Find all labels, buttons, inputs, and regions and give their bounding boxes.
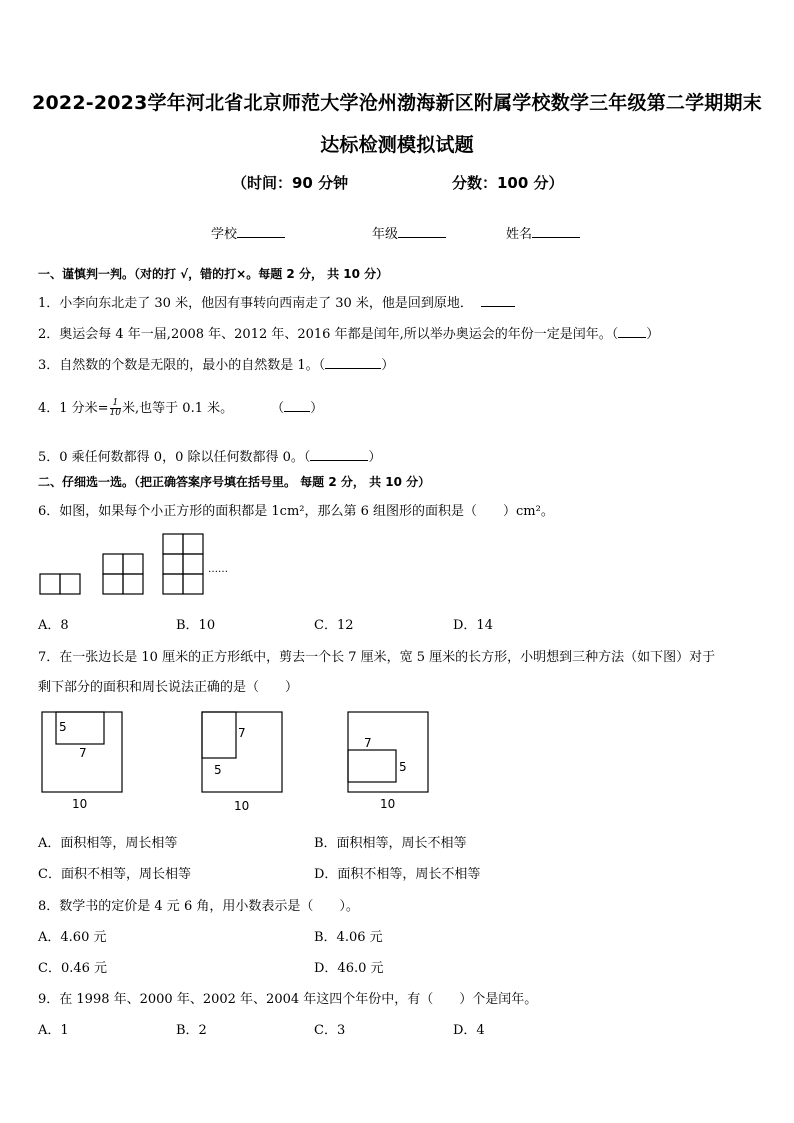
question-3 (38, 354, 394, 373)
fig6-g2-cell (103, 554, 123, 574)
fig7-3-cutout (348, 750, 396, 782)
fig7-3-side-label: 10 (380, 797, 396, 811)
q8-option-d[interactable]: D．46.0 元 (314, 961, 384, 976)
q7-option-b[interactable]: B．面积相等，周长不相等 (314, 836, 467, 851)
answer-blank-1[interactable] (481, 294, 515, 307)
question-1 (38, 292, 515, 311)
question-3-text: 3．自然数的个数是无限的，最小的自然数是 1。（ (38, 358, 326, 373)
fraction-numerator: 1 (110, 399, 121, 409)
fig6-g2-cell (123, 574, 143, 594)
section1-heading: 一、谨慎判一判。（对的打 √，错的打×。每题 2 分， 共 10 分） (38, 267, 389, 281)
fig7-2-square (202, 712, 282, 792)
question-5 (38, 446, 381, 465)
question-2 (38, 323, 659, 342)
question-8: 8．数学书的定价是 4 元 6 角，用小数表示是（ ）。 (38, 899, 359, 914)
fraction-denominator: 10 (109, 408, 122, 418)
q6-option-b[interactable]: B．10 (176, 618, 216, 633)
answer-blank-3[interactable] (325, 356, 381, 369)
exam-time: （时间：90 分钟 (232, 174, 349, 192)
name-field[interactable] (506, 223, 580, 242)
question-6-figure (38, 532, 248, 596)
fig6-g2-cell (103, 574, 123, 594)
question-5-text: 5．0 乘任何数都得 0，0 除以任何数都得 0。（ (38, 450, 311, 465)
question-7-line2: 剩下部分的面积和周长说法正确的是（ ） (38, 680, 299, 695)
question-1-text: 1．小李向东北走了 30 米，他因有事转向西南走了 30 米，他是回到原地． (38, 296, 473, 311)
q6-option-c[interactable]: C．12 (314, 618, 354, 633)
fig6-g1-cell (40, 574, 60, 594)
question-4 (38, 397, 323, 418)
fig7-2-length-label: 7 (238, 726, 246, 740)
question-2-text: 2．奥运会每 4 年一届,2008 年、2012 年、2016 年都是闰年,所以举办奥运会的年份一定是闰年。（ (38, 327, 619, 342)
question-7-line1: 7．在一张边长是 10 厘米的正方形纸中，剪去一个长 7 厘米，宽 5 厘米的长方形，小明想到三种方法（如下图）对于 (38, 650, 716, 665)
fig6-g1-cell (60, 574, 80, 594)
fig7-3-width-label: 5 (399, 760, 407, 774)
question-5-end: ） (368, 450, 382, 465)
fig7-2-width-label: 5 (214, 763, 222, 777)
q8-option-b[interactable]: B．4.06 元 (314, 930, 383, 945)
question-7-figures (38, 708, 458, 818)
exam-score: 分数：100 分） (452, 174, 564, 192)
q7-option-a[interactable]: A．面积相等，周长相等 (38, 836, 178, 851)
q9-option-d[interactable]: D．4 (453, 1023, 485, 1038)
fig6-g3-cell (183, 534, 203, 554)
fig6-g2-cell (123, 554, 143, 574)
q7-option-d[interactable]: D．面积不相等，周长不相等 (314, 867, 481, 882)
fig7-3-square (348, 712, 428, 792)
q8-option-c[interactable]: C．0.46 元 (38, 961, 108, 976)
fig7-1-width-label: 5 (59, 720, 67, 734)
q6-option-a[interactable]: A．8 (38, 618, 69, 633)
fig6-g3-cell (183, 574, 203, 594)
q7-option-c[interactable]: C．面积不相等，周长相等 (38, 867, 191, 882)
school-field[interactable] (211, 223, 285, 242)
q9-option-b[interactable]: B．2 (176, 1023, 207, 1038)
answer-blank-4[interactable] (284, 399, 310, 412)
fig6-g3-cell (163, 534, 183, 554)
section2-heading: 二、仔细选一选。（把正确答案序号填在括号里。 每题 2 分， 共 10 分） (38, 475, 431, 489)
question-4-fraction (110, 399, 121, 418)
fig7-1-length-label: 7 (79, 746, 87, 760)
question-9: 9．在 1998 年、2000 年、2002 年、2004 年这四个年份中，有（ ）个是闰年。 (38, 992, 538, 1007)
school-label: 学校 (211, 227, 238, 242)
fig6-ellipsis: …… (208, 564, 228, 575)
fig7-2-cutout (202, 712, 236, 758)
fig6-g3-cell (163, 574, 183, 594)
question-4-bracket-open: （ (271, 401, 285, 416)
q8-option-a[interactable]: A．4.60 元 (38, 930, 107, 945)
grade-blank[interactable] (398, 225, 446, 238)
q9-option-a[interactable]: A．1 (38, 1023, 69, 1038)
school-blank[interactable] (237, 225, 285, 238)
question-4-text: 4．1 分米= (38, 401, 109, 416)
question-3-end: ） (381, 358, 395, 373)
fig7-2-side-label: 10 (234, 799, 250, 813)
grade-label: 年级 (372, 227, 399, 242)
question-4-bracket-close: ） (310, 401, 324, 416)
exam-title-line2: 达标检测模拟试题 (320, 134, 474, 156)
fig6-g3-cell (163, 554, 183, 574)
exam-title-line1: 2022-2023学年河北省北京师范大学沧州渤海新区附属学校数学三年级第二学期期末 (32, 92, 762, 114)
question-2-end: ） (646, 327, 660, 342)
fig7-3-length-label: 7 (364, 736, 372, 750)
name-blank[interactable] (532, 225, 580, 238)
fig6-g3-cell (183, 554, 203, 574)
grade-field[interactable] (372, 223, 446, 242)
question-6: 6．如图，如果每个小正方形的面积都是 1cm²，那么第 6 组图形的面积是（ ）cm²。 (38, 504, 554, 519)
fig7-1-side-label: 10 (72, 797, 88, 811)
q6-option-d[interactable]: D．14 (453, 618, 493, 633)
q9-option-c[interactable]: C．3 (314, 1023, 346, 1038)
name-label: 姓名 (506, 227, 533, 242)
answer-blank-2[interactable] (618, 325, 646, 338)
question-4-rest: 米,也等于 0.1 米。 (122, 401, 234, 416)
answer-blank-5[interactable] (310, 448, 368, 461)
